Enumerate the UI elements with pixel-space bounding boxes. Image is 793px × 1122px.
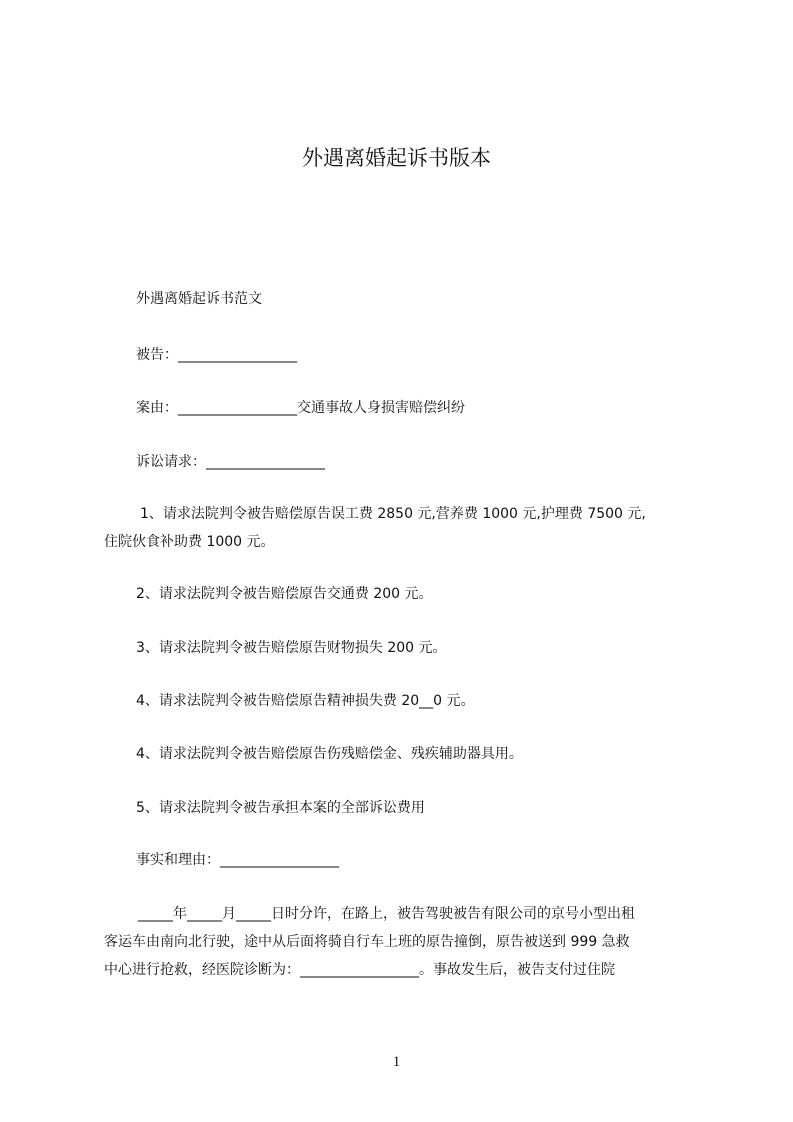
page-number: 1 xyxy=(392,1054,401,1070)
facts-line-3: 中心进行抢救，经医院诊断为：_________________。事故发生后，被告支付过住院 xyxy=(104,962,615,978)
claim-5: 5、请求法院判令被告承担本案的全部诉讼费用 xyxy=(136,800,425,816)
document-title: 外遇离婚起诉书版本 xyxy=(302,146,491,170)
facts-line-1: _____年_____月_____日时分许，在路上，被告驾驶被告有限公司的京号小型出租 xyxy=(138,906,635,922)
claim-1-line-2: 住院伙食补助费 1000 元。 xyxy=(104,534,275,550)
paragraph-heading: 外遇离婚起诉书范文 xyxy=(136,291,262,307)
paragraph-facts-heading: 事实和理由：_________________ xyxy=(136,852,339,868)
claim-2: 2、请求法院判令被告赔偿原告交通费 200 元。 xyxy=(136,586,433,602)
claim-1-line-1: 1、请求法院判令被告赔偿原告误工费 2850 元,营养费 1000 元,护理费 7500 元, xyxy=(140,506,646,522)
paragraph-cause: 案由：_________________交通事故人身损害赔偿纠纷 xyxy=(136,400,465,416)
paragraph-claims: 诉讼请求：_________________ xyxy=(136,454,325,470)
claim-3: 3、请求法院判令被告赔偿原告财物损失 200 元。 xyxy=(136,640,447,656)
facts-line-2: 客运车由南向北行驶，途中从后面将骑自行车上班的原告撞倒，原告被送到 999 急救 xyxy=(104,934,630,950)
claim-4: 4、请求法院判令被告赔偿原告精神损失费 20__0 元。 xyxy=(136,693,475,709)
claim-4b: 4、请求法院判令被告赔偿原告伤残赔偿金、残疾辅助器具用。 xyxy=(136,746,523,762)
paragraph-defendant: 被告：_________________ xyxy=(136,347,297,363)
